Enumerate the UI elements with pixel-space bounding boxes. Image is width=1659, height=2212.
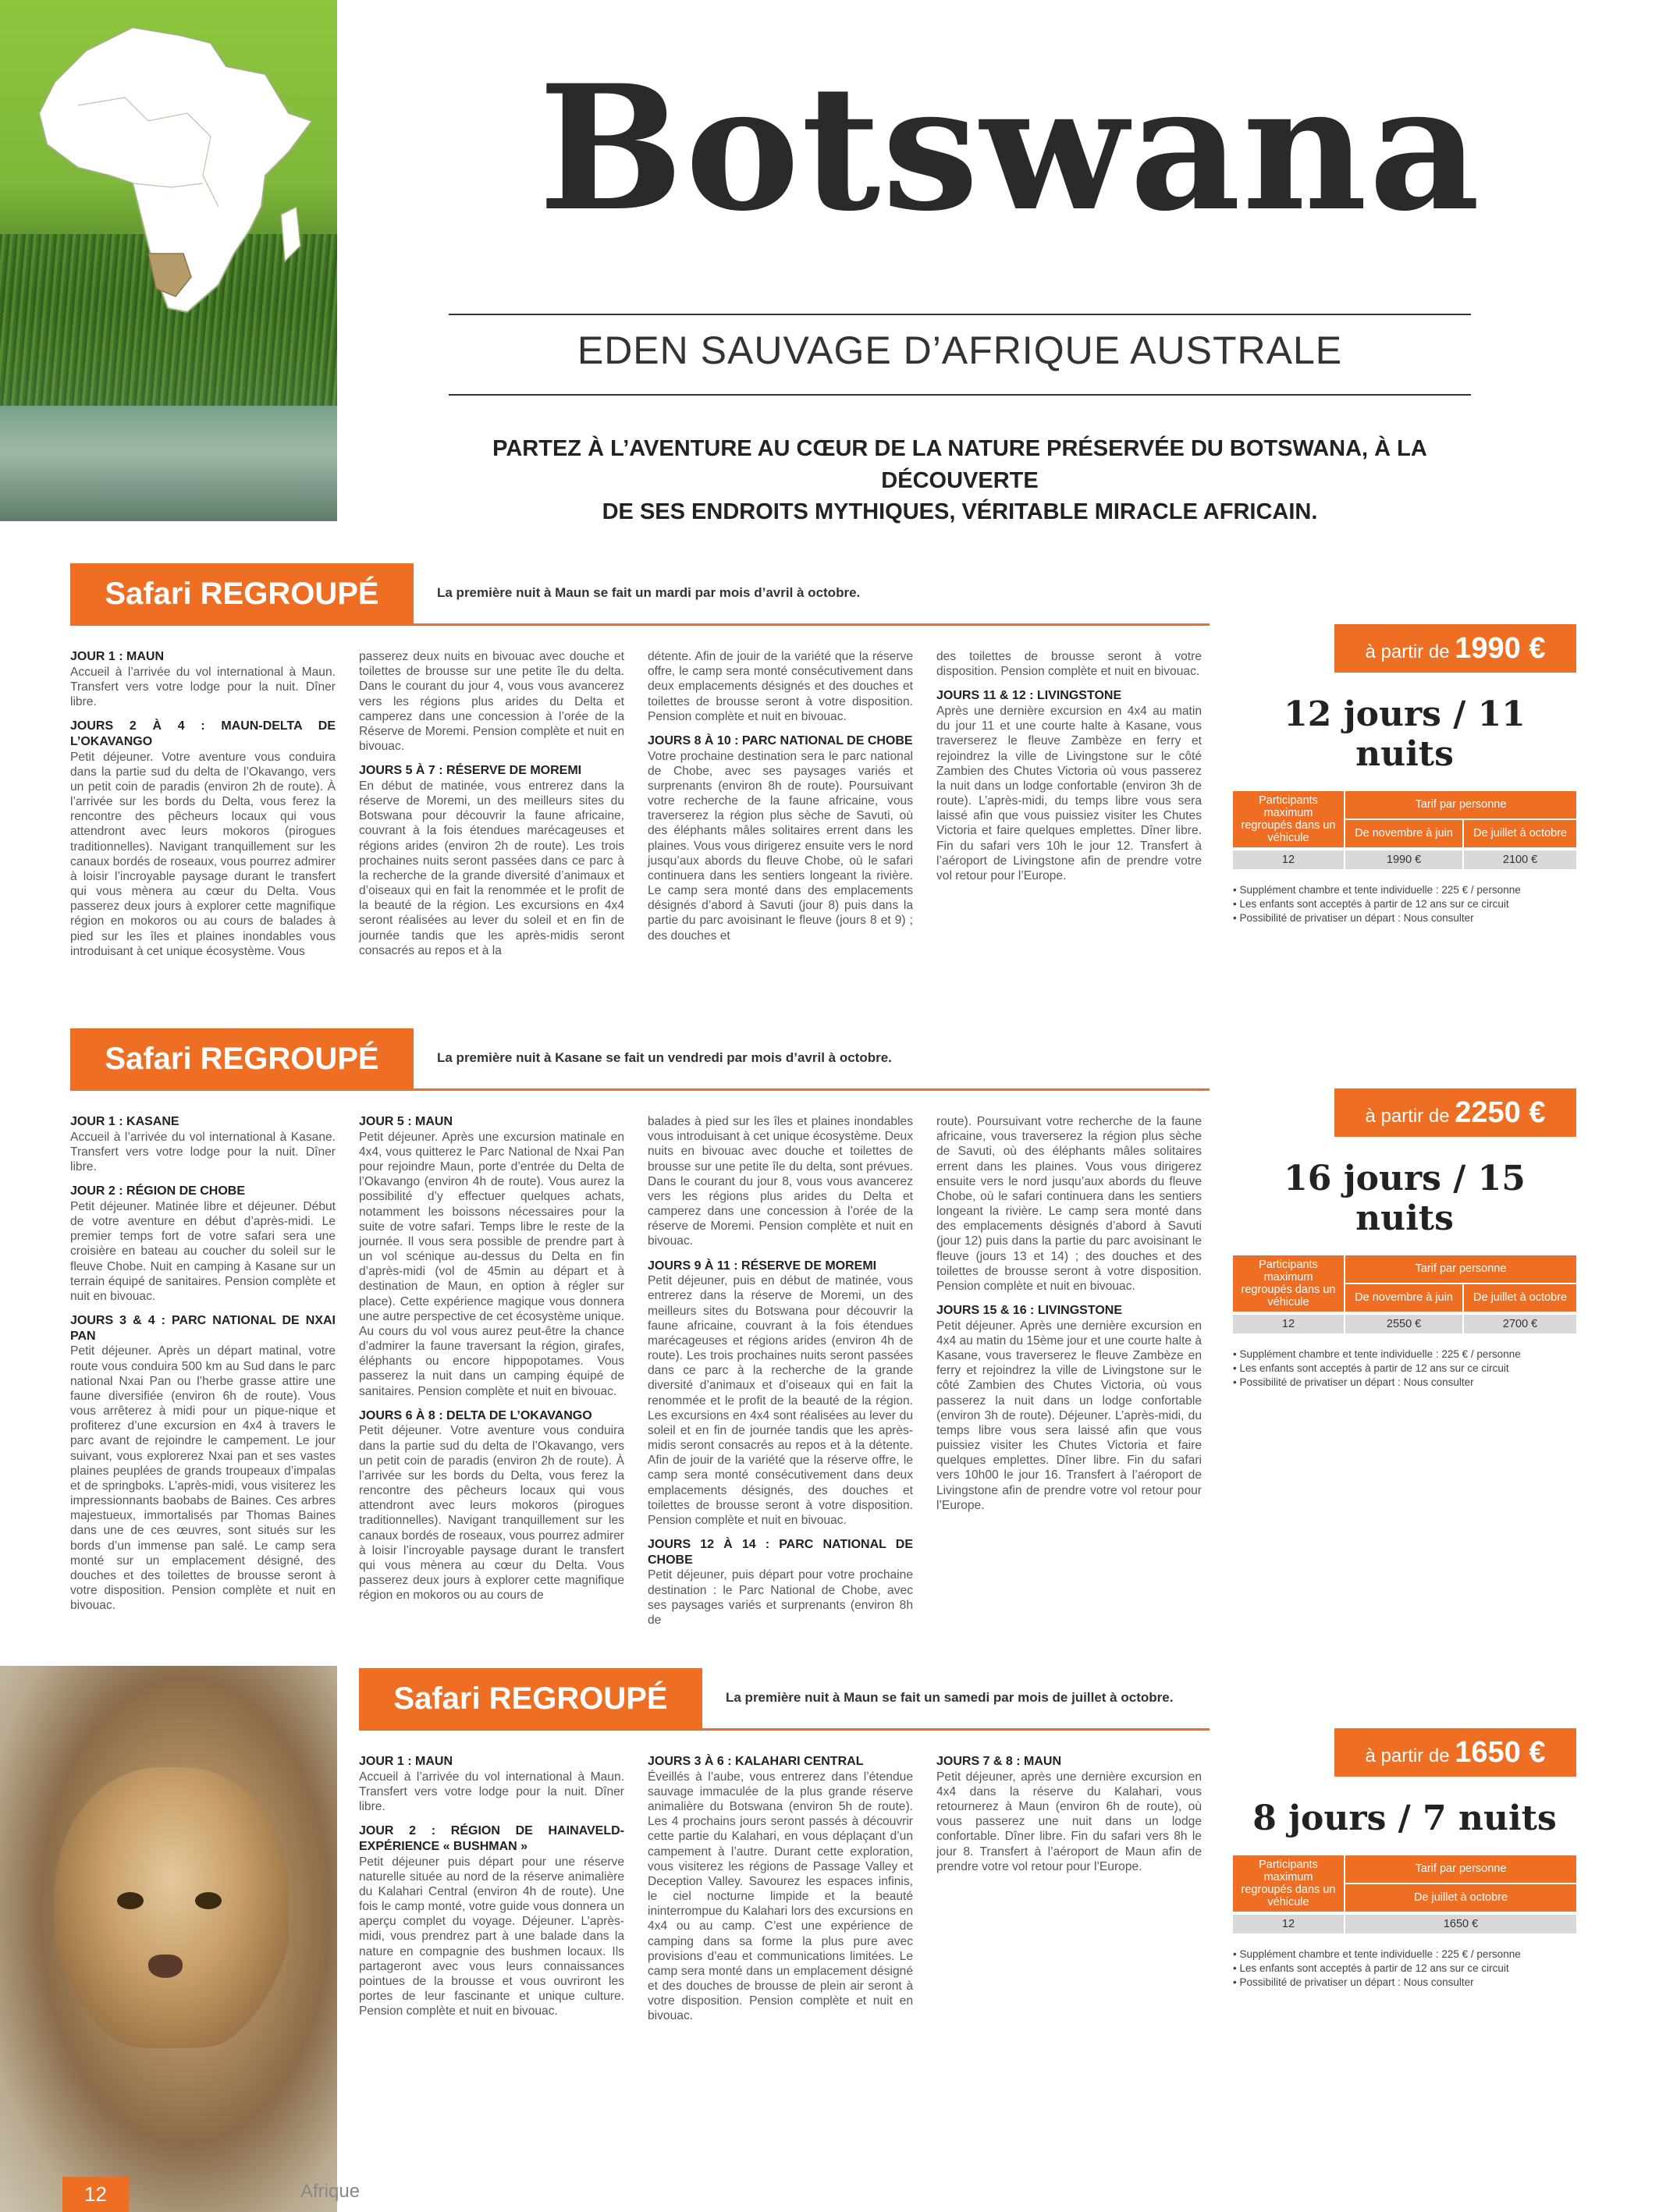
itinerary-column — [70, 649, 336, 968]
price-prefix: à partir de — [1365, 641, 1455, 662]
safari-band-label: Safari REGROUPÉ — [359, 1668, 702, 1729]
participants-header: Participants maximum regroupés dans un véhicule — [1233, 1255, 1345, 1313]
day-description: Petit déjeuner, après une dernière excursion en 4x4 dans la réserve du Kalahari, vous retournerez à Maun (environ 6h de route), où vous passerez une nuit dans un lodge confortable. Dîner libre. Fin du safari vers 8h le jour 8. Transfert à l’aéroport de Maun afin de prendre votre vol retour pour l’Europe. — [936, 1770, 1202, 1873]
period-header: De juillet à octobre — [1463, 819, 1576, 849]
price-panel — [1233, 1088, 1576, 1390]
day-description: détente. Afin de jouir de la variété que la réserve offre, le camp sera monté consécutivement dans deux emplacements désignés et des douches et toilettes de brousse seront à votre disposition. Pension complète et nuit en bivouac. — [648, 650, 913, 723]
itinerary-block — [936, 649, 1202, 679]
day-description: Petit déjeuner. Après un départ matinal, votre route vous conduira 500 km au Sud dans le parc national Nxai Pan ou l’herbe grasse attire une faune diversifiée (environ 6h de route). Vous vous arrêterez à midi pour un pique-nique et profiterez d’une excursion en 4x4 à travers le parc avant de rejoindre le campement. Le jour suivant, vous explorerez Nxai pan et ses vastes plaines peuplées de grands troupeaux d’impalas et de springboks. L’après-midi, vous visiterez les impressionnants baobabs de Baines. Ces arbres majestueux, immortalisés par Thomas Baines dans une de ces œuvres, sont situés sur les bords d’un immense pan salé. Le camp sera monté sur un emplacement désigné, des douches et des toilettes de brousse seront à votre disposition. Pension complète et nuit en bivouac. — [70, 1344, 336, 1613]
intro-line-2: DE SES ENDROITS MYTHIQUES, VÉRITABLE MIRACLE AFRICAIN. — [602, 499, 1318, 525]
price-note: • Possibilité de privatiser un départ : Nous consulter — [1233, 1376, 1576, 1390]
day-heading: JOUR 5 : MAUN — [359, 1115, 453, 1128]
tarif-header: Tarif par personne — [1345, 1255, 1576, 1284]
participants-value: 12 — [1233, 1313, 1345, 1333]
itinerary-block — [70, 719, 336, 959]
lion-eye-left — [117, 1892, 144, 1909]
day-description: Accueil à l’arrivée du vol international à Maun. Transfert vers votre lodge pour la nuit. Dîner libre. — [359, 1770, 624, 1814]
day-heading: JOURS 8 À 10 : PARC NATIONAL DE CHOBE — [648, 733, 913, 747]
day-heading: JOURS 6 À 8 : DELTA DE L’OKAVANGO — [359, 1408, 592, 1422]
intro-text — [437, 433, 1483, 528]
itinerary-block — [648, 1259, 913, 1529]
lion-nose — [148, 1955, 183, 1978]
day-description: Accueil à l’arrivée du vol international à Kasane. Transfert vers votre lodge pour la nuit. Dîner libre. — [70, 1130, 336, 1174]
tarif-header: Tarif par personne — [1345, 1855, 1576, 1884]
day-heading: JOUR 2 : RÉGION DE HAINAVELD- EXPÉRIENCE « BUSHMAN » — [359, 1824, 624, 1853]
day-heading: JOUR 1 : KASANE — [70, 1115, 179, 1128]
itinerary-block — [648, 649, 913, 724]
tarif-header: Tarif par personne — [1345, 791, 1576, 819]
price-panel — [1233, 1728, 1576, 1990]
page-number: 12 — [62, 2177, 129, 2212]
day-heading: JOUR 2 : RÉGION DE CHOBE — [70, 1184, 246, 1198]
day-description: Petit déjeuner puis départ pour une réserve naturelle située au nord de la réserve animalière du Kalahari Central (environ 4h de route). Une fois le camp monté, votre guide vous donnera un aperçu complet du voyage. Déjeuner. L’après-midi, vous prendrez part à une balade dans la nature en compagnie des bushmen locaux. Ils partageront avec vous leurs connaissances pointues de la brousse et vous ouvriront les portes de leur fascinante et unique culture. Pension complète et nuit en bivouac. — [359, 1855, 624, 2018]
participants-value: 12 — [1233, 849, 1345, 869]
price-notes — [1233, 1947, 1576, 1990]
price-value: 1990 € — [1455, 632, 1546, 665]
title-rule-bottom — [449, 394, 1471, 396]
price-tag — [1334, 624, 1576, 673]
lion-eye-right — [195, 1892, 222, 1909]
price-table-value-row — [1233, 1913, 1576, 1933]
departure-note: La première nuit à Maun se fait un samedi par mois de juillet à octobre. — [726, 1690, 1174, 1705]
participants-value: 12 — [1233, 1913, 1345, 1933]
day-description: route). Poursuivant votre recherche de la faune africaine, vous traverserez la région plus sèche de Savuti, où des éléphants mâles solitaires errent dans les plaines. Vous vous dirigerez ensuite vers le nord jusqu’aux abords du fleuve Chobe, où le safari continuera dans les sentiers longeant la rivière. Le camp sera monté dans des emplacements désignés d’abord à Savuti (jour 12) puis dans la partie du parc avoisinant le fleuve (jours 13 et 14) ; des douches et des toilettes de brousse seront à votre disposition. Pension complète et nuit en bivouac. — [936, 1115, 1202, 1293]
price-cell: 2550 € — [1345, 1313, 1463, 1333]
day-description: En début de matinée, vous entrerez dans la réserve de Moremi, un des meilleurs sites du Botswana pour découvrir la faune africaine, couvrant à la fois étendues marécageuses et régions arides (environ 2h de route). Les trois prochaines nuits seront passées dans ce parc à la recherche de la grande diversité d’animaux et d’oiseaux qui en fait la renommée et le profit de la beauté de la région. Les excursions en 4x4 seront réalisées au lever du soleil et en fin de journée tandis que les après-midis seront consacrés au repos et à la — [359, 779, 624, 957]
price-tag — [1334, 1728, 1576, 1777]
day-heading: JOURS 3 À 6 : KALAHARI CENTRAL — [648, 1755, 864, 1768]
itinerary-block — [648, 1537, 913, 1628]
price-value: 1650 € — [1455, 1736, 1546, 1769]
section-rule — [70, 1088, 1210, 1091]
price-notes — [1233, 1347, 1576, 1390]
day-description: Petit déjeuner. Votre aventure vous conduira dans la partie sud du delta de l’Okavango, vers un petit coin de paradis (environ 2h de route). À l’arrivée sur les bords du Delta, vous ferez la rencontre des pêcheurs locaux qui vous attendront avec leurs mokoros (pirogues traditionnelles). Navigant tranquillement sur les canaux bordés de roseaux, vous pourrez admirer à loisir l’incroyable paysage durant le transfert qui vous mènera au cœur du Delta. Vous passerez deux jours à explorer cette magnifique région en mokoros ou au cours de — [359, 1424, 624, 1603]
safari-band-label: Safari REGROUPÉ — [70, 1028, 414, 1089]
day-description: Petit déjeuner. Après une excursion matinale en 4x4, vous quitterez le Parc National de Nxai Pan pour rejoindre Maun, porte d’entrée du Delta de l’Okavango (environ 4h de route). Vous aurez la possibilité d’y effectuer quelques achats, notamment les boissons nécessaires pour la suite de votre safari. Temps libre le reste de la journée. Il vous sera possible de prendre part à un vol scénique au-dessus du Delta en fin d’après-midi (vol de 45min au départ et à destination de Maun, en option à régler sur place). Cette expérience magique vous donnera une autre perspective de cet écosystème unique. Au cours du vol vous aurez peut-être la chance d’admirer la faune traversant la région, girafes, éléphants ou encore hippopotames. Vous passerez la nuit dans un camping équipé de sanitaires. Pension complète et nuit en bivouac. — [359, 1130, 624, 1398]
price-table — [1233, 791, 1576, 869]
itinerary-column — [359, 649, 624, 968]
price-note: • Les enfants sont acceptés à partir de 12 ans sur ce circuit — [1233, 1962, 1576, 1976]
price-table-header-row — [1233, 791, 1576, 819]
price-table-header-row — [1233, 1255, 1576, 1284]
period-header: De juillet à octobre — [1345, 1884, 1576, 1913]
lion-cub-photo — [0, 1666, 337, 2212]
trip-duration: 8 jours / 7 nuits — [1252, 1798, 1557, 1838]
itinerary-column — [70, 1114, 336, 1623]
price-cell: 1650 € — [1345, 1913, 1576, 1933]
itinerary-block — [359, 649, 624, 754]
departure-note: La première nuit à Maun se fait un mardi par mois d’avril à octobre. — [437, 585, 861, 600]
price-note: • Les enfants sont acceptés à partir de 12 ans sur ce circuit — [1233, 897, 1576, 911]
day-description: Petit déjeuner. Après une dernière excursion en 4x4 au matin du 15ème jour et une courte halte à Kasane, vous traverserez le fleuve Zambèze en ferry et rejoindrez la ville de Livingstone sur le côté Zambien des Chutes Victoria, où vous passerez la nuit dans un lodge confortable (environ 3h de route). Déjeuner. L’après-midi, du temps libre vous sera laissé afin que vous puissiez visiter les Chutes Victoria et faire quelques emplettes. Dîner libre. Fin du safari vers 10h00 le jour 16. Transfert à l’aéroport de Livingstone afin de prendre votre vol retour pour l’Europe. — [936, 1319, 1202, 1512]
price-cell: 1990 € — [1345, 849, 1463, 869]
day-description: Petit déjeuner. Votre aventure vous conduira dans la partie sud du delta de l’Okavango, vers un petit coin de paradis (environ 2h de route). À l’arrivée sur les bords du Delta, vous ferez la rencontre des pêcheurs locaux qui vous attendront avec leurs mokoros (pirogues traditionnelles). Navigant tranquillement sur les canaux bordés de roseaux, vous pourrez admirer à loisir l’incroyable paysage durant le transfert qui vous mènera au cœur du Delta. Vous passerez deux jours à explorer cette magnifique région en mokoros ou au cours de balades à pied sur les îles et plaines inondables vous introduisant à cet unique écosystème. Vous — [70, 750, 336, 958]
participants-header: Participants maximum regroupés dans un véhicule — [1233, 1855, 1345, 1913]
itinerary-block — [359, 1408, 624, 1603]
price-panel — [1233, 624, 1576, 926]
day-description: Votre prochaine destination sera le parc national de Chobe, avec ses paysages variés et surprenants (environ 8h de route). Poursuivant votre recherche de la faune africaine, vous traverserez la région plus sèche de Savuti, où des éléphants mâles solitaires errent dans les plaines. Vous vous dirigerez ensuite vers le nord jusqu’aux abords du fleuve Chobe, où le safari continuera dans les sentiers longeant la rivière. Le camp sera monté dans des emplacements désignés d’abord à Savuti (jour 8) puis dans la partie du parc avoisinant le fleuve (jours 8 et 9) ; des douches et — [648, 749, 913, 943]
departure-note: La première nuit à Kasane se fait un vendredi par mois d’avril à octobre. — [437, 1050, 892, 1065]
safari-band-label: Safari REGROUPÉ — [70, 563, 414, 624]
price-table — [1233, 1255, 1576, 1333]
section-name: Afrique — [300, 2181, 361, 2202]
itinerary-column — [936, 1114, 1202, 1522]
itinerary-block — [648, 733, 913, 943]
hero-photo — [0, 0, 337, 521]
price-cell: 2700 € — [1463, 1313, 1576, 1333]
price-table-value-row — [1233, 849, 1576, 869]
itinerary-block — [359, 763, 624, 958]
subtitle: EDEN SAUVAGE D’AFRIQUE AUSTRALE — [577, 328, 1343, 372]
itinerary-block — [70, 649, 336, 709]
day-heading: JOURS 2 À 4 : MAUN-DELTA DE L’OKAVANGO — [70, 719, 336, 748]
title-rule-top — [449, 314, 1471, 315]
itinerary-block — [936, 1754, 1202, 1874]
day-description: Accueil à l’arrivée du vol international à Maun. Transfert vers votre lodge pour la nuit. Dîner libre. — [70, 665, 336, 709]
itinerary-block — [70, 1313, 336, 1613]
price-tag — [1334, 1088, 1576, 1137]
itinerary-column — [936, 649, 1202, 893]
itinerary-block — [359, 1114, 624, 1399]
itinerary-block — [70, 1184, 336, 1304]
intro-line-1: PARTEZ À L’AVENTURE AU CŒUR DE LA NATURE PRÉSERVÉE DU BOTSWANA, À LA DÉCOUVERTE — [492, 436, 1427, 493]
itinerary-column — [648, 649, 913, 953]
price-note: • Supplément chambre et tente individuelle : 225 € / personne — [1233, 1347, 1576, 1362]
period-header: De juillet à octobre — [1463, 1284, 1576, 1313]
day-description: Après une dernière excursion en 4x4 au matin du jour 11 et une courte halte à Kasane, vous traverserez le fleuve Zambèze en ferry et rejoindrez la ville de Livingstone sur le côté Zambien des Chutes Victoria où vous passerez la nuit dans un lodge confortable (environ 3h de route). L’après-midi, du temps libre vous sera laissé afin que vous puissiez visiter les Chutes Victoria et faire quelques emplettes. Dîner libre. Fin du safari vers 10h le jour 12. Transfert à l’aéroport de Livingstone afin de prendre votre vol retour pour l’Europe. — [936, 705, 1202, 882]
price-prefix: à partir de — [1365, 1106, 1455, 1127]
itinerary-block — [936, 688, 1202, 883]
itinerary-column — [359, 1114, 624, 1613]
price-table-header-row — [1233, 1855, 1576, 1884]
section-rule — [359, 1728, 1210, 1731]
price-notes — [1233, 883, 1576, 926]
price-note: • Possibilité de privatiser un départ : Nous consulter — [1233, 911, 1576, 925]
day-heading: JOURS 15 & 16 : LIVINGSTONE — [936, 1304, 1122, 1318]
day-description: des toilettes de brousse seront à votre disposition. Pension complète et nuit en bivouac. — [936, 650, 1202, 679]
africa-map-icon — [31, 20, 320, 324]
itinerary-block — [648, 1114, 913, 1249]
price-cell: 2100 € — [1463, 849, 1576, 869]
day-heading: JOURS 5 À 7 : RÉSERVE DE MOREMI — [359, 764, 582, 778]
day-description: Petit déjeuner. Matinée libre et déjeuner. Début de votre aventure en début d’après-midi. Le premier temps fort de votre safari sera une croisière en bateau au coucher du soleil sur le fleuve Chobe. Nuit en camping à Kasane sur un terrain équipé de sanitaires. Pension complète et nuit en bivouac. — [70, 1199, 336, 1303]
itinerary-block — [70, 1114, 336, 1174]
day-description: Éveillés à l’aube, vous entrerez dans l’étendue sauvage immaculée de la plus grande réserve animalière du Botswana (environ 5h de route). Les 4 prochains jours seront passés à découvrir cette partie du Kalahari, en vous déplaçant d’un campement à l’autre. Durant cette exploration, vous visiterez les régions de Passage Valley et Deception Valley. Savourez les espaces infinis, le ciel nocturne limpide et la beauté ininterrompue du Kalahari lors des excursions en 4x4 ou au camp. C’est une expérience de camping dans sa forme la plus pure avec provisions d’eau et communications limitées. Le camp sera monté dans un emplacement désigné et des douches de brousse de plein air seront à votre disposition. Pension complète et nuit en bivouac. — [648, 1770, 913, 2023]
participants-header: Participants maximum regroupés dans un véhicule — [1233, 791, 1345, 849]
day-heading: JOURS 9 À 11 : RÉSERVE DE MOREMI — [648, 1259, 877, 1273]
day-heading: JOUR 1 : MAUN — [359, 1755, 453, 1768]
price-note: • Les enfants sont acceptés à partir de 12 ans sur ce circuit — [1233, 1362, 1576, 1376]
itinerary-column — [936, 1754, 1202, 1884]
itinerary-block — [359, 1823, 624, 2018]
day-heading: JOURS 11 & 12 : LIVINGSTONE — [936, 689, 1122, 703]
price-table — [1233, 1855, 1576, 1933]
price-prefix: à partir de — [1365, 1745, 1455, 1766]
lion-head — [55, 1767, 289, 2048]
day-description: Petit déjeuner, puis en début de matinée, vous entrerez dans la réserve de Moremi, un des meilleurs sites du Botswana pour découvrir la faune africaine, couvrant à la fois étendues marécageuses et régions arides (environ 4h de route). Les trois prochaines nuits seront passées dans ce parc à la recherche de la grande diversité d’animaux et d’oiseaux qui en fait la renommée et le profit de la beauté de la région. Les excursions en 4x4 sont réalisées au lever du soleil et en fin de journée tandis que les après-midis seront consacrés au repos et à la détente. Afin de jouir de la variété que la réserve offre, le camp sera monté consécutivement dans deux emplacements désignés, des douches et toilettes de brousse seront à votre disposition. Pension complète et nuit en bivouac. — [648, 1274, 913, 1527]
day-description: Petit déjeuner, puis départ pour votre prochaine destination : le Parc National de Chobe, avec ses paysages variés et surprenants (environ 8h de — [648, 1568, 913, 1627]
day-heading: JOURS 12 À 14 : PARC NATIONAL DE CHOBE — [648, 1538, 913, 1567]
price-note: • Possibilité de privatiser un départ : Nous consulter — [1233, 1976, 1576, 1990]
page-title: Botswana — [538, 47, 1482, 249]
itinerary-block — [648, 1754, 913, 2024]
river-water — [0, 406, 337, 521]
day-heading: JOURS 7 & 8 : MAUN — [936, 1755, 1062, 1768]
trip-duration: 12 jours / 11 nuits — [1284, 694, 1526, 774]
trip-duration: 16 jours / 15 nuits — [1284, 1159, 1526, 1238]
itinerary-column — [359, 1754, 624, 2028]
period-header: De novembre à juin — [1345, 819, 1463, 849]
price-table-value-row — [1233, 1313, 1576, 1333]
day-heading: JOURS 3 & 4 : PARC NATIONAL DE NXAI PAN — [70, 1314, 336, 1343]
itinerary-column — [648, 1754, 913, 2033]
itinerary-block — [936, 1114, 1202, 1294]
price-note: • Supplément chambre et tente individuelle : 225 € / personne — [1233, 883, 1576, 897]
day-description: passerez deux nuits en bivouac avec douche et toilettes de brousse sur une petite île du delta. Dans le courant du jour 4, vous vous avancerez vers les régions plus arides du Delta et camperez dans une concession à l’orée de la Réserve de Moremi. Pension complète et nuit en bivouac. — [359, 650, 624, 754]
day-description: balades à pied sur les îles et plaines inondables vous introduisant à cet unique écosystème. Deux nuits en bivouac avec douche et toilettes de brousse sur une petite île du delta, sont prévues. Dans le courant du jour 8, vous vous avancerez vers les régions plus arides du Delta et camperez dans une concession à l’orée de la réserve de Moremi. Pension complète et nuit en bivouac. — [648, 1115, 913, 1248]
itinerary-block — [936, 1303, 1202, 1513]
itinerary-column — [648, 1114, 913, 1637]
period-header: De novembre à juin — [1345, 1284, 1463, 1313]
price-note: • Supplément chambre et tente individuelle : 225 € / personne — [1233, 1947, 1576, 1962]
price-value: 2250 € — [1455, 1096, 1546, 1129]
section-rule — [70, 623, 1210, 626]
itinerary-block — [359, 1754, 624, 1814]
day-heading: JOUR 1 : MAUN — [70, 650, 165, 663]
